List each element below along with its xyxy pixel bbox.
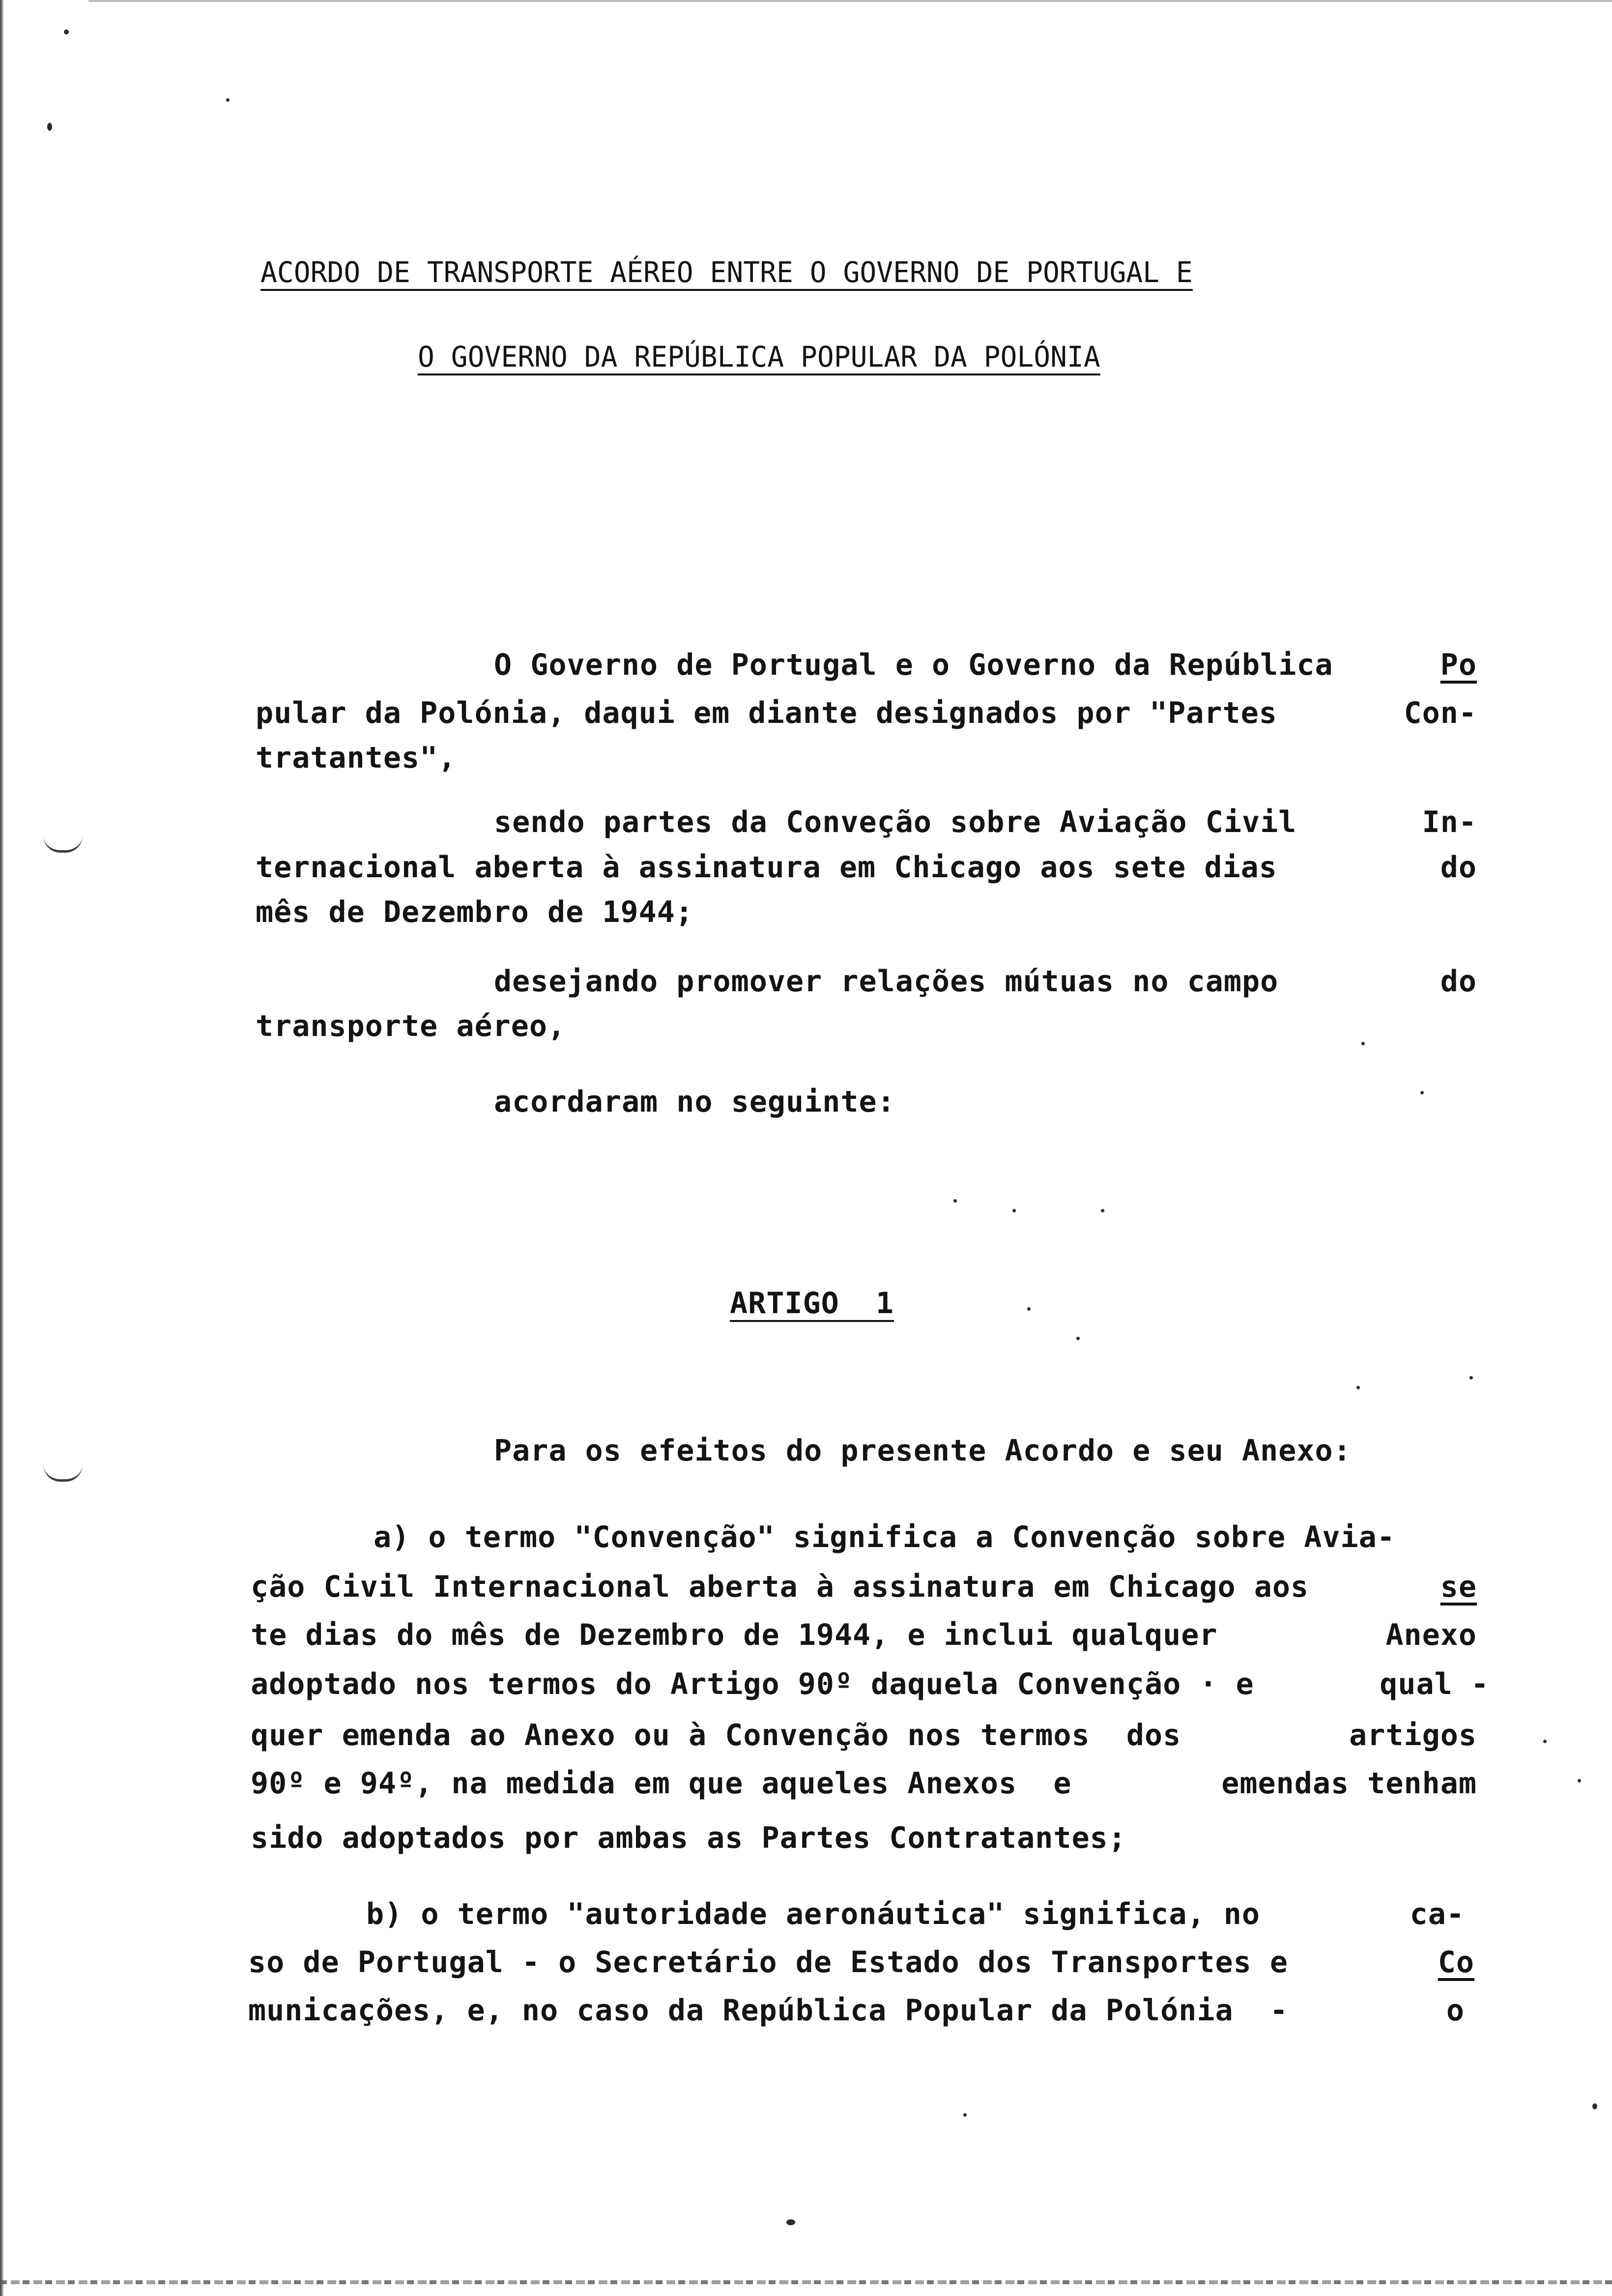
preamble-p2-line-2 bbox=[256, 850, 1477, 885]
text-span: pular da Polónia, daqui em diante designados por "Partes bbox=[256, 696, 1277, 730]
scan-speck bbox=[226, 98, 230, 102]
scan-speck bbox=[1012, 1209, 1016, 1212]
scan-speck bbox=[1076, 1337, 1080, 1340]
text-span: quer emenda ao Anexo ou à Convenção nos termos dos bbox=[251, 1718, 1181, 1752]
clause-b-line-1 bbox=[366, 1897, 1465, 1931]
preamble-p3-line-1 bbox=[494, 964, 1477, 999]
preamble-p1-line-2 bbox=[256, 696, 1477, 730]
clause-a-line-1: a) o termo "Convenção" significa a Convenção sobre Avia- bbox=[374, 1520, 1395, 1554]
scan-speck bbox=[1101, 1209, 1104, 1212]
scan-speck bbox=[64, 29, 69, 34]
text-span: Co bbox=[1438, 1945, 1474, 1980]
preamble-p1-line-3: tratantes", bbox=[256, 741, 457, 775]
punch-hole-mark-2 bbox=[43, 1464, 83, 1482]
text-span: do bbox=[1440, 964, 1477, 999]
scan-speck bbox=[1420, 1091, 1424, 1094]
text-span: O Governo de Portugal e o Governo da República bbox=[494, 648, 1333, 682]
text-span: b) o termo "autoridade aeronáutica" significa, no bbox=[366, 1897, 1261, 1931]
text-span: sendo partes da Conveção sobre Aviação Civil bbox=[494, 805, 1297, 839]
text-span: do bbox=[1440, 850, 1477, 885]
text-span: In- bbox=[1422, 805, 1477, 839]
text-span: 90º e 94º, na medida em que aqueles Anexos e bbox=[251, 1766, 1072, 1801]
scan-speck bbox=[963, 2113, 967, 2117]
scan-left-edge bbox=[0, 0, 4, 2296]
text-span: municações, e, no caso da República Popular da Polónia - bbox=[248, 1993, 1289, 2028]
text-span: o bbox=[1446, 1993, 1465, 2028]
text-span: ca- bbox=[1410, 1897, 1465, 1931]
text-span: te dias do mês de Dezembro de 1944, e inclui qualquer bbox=[251, 1618, 1218, 1652]
title-line-2: O GOVERNO DA REPÚBLICA POPULAR DA POLÓNIA bbox=[418, 340, 1100, 373]
title-line-1: ACORDO DE TRANSPORTE AÉREO ENTRE O GOVERNO DE PORTUGAL E bbox=[260, 256, 1193, 289]
preamble-p2-line-3: mês de Dezembro de 1944; bbox=[256, 895, 693, 929]
clause-b-line-3 bbox=[248, 1993, 1465, 2028]
scan-speck bbox=[953, 1199, 957, 1203]
article-heading: ARTIGO 1 bbox=[730, 1286, 894, 1320]
preamble-p2-line-1 bbox=[494, 805, 1477, 839]
text-span: adoptado nos termos do Artigo 90º daquela Convenção · e bbox=[251, 1667, 1254, 1701]
clause-a-line-5 bbox=[251, 1718, 1477, 1752]
scan-speck bbox=[1027, 1307, 1031, 1311]
text-span: ção Civil Internacional aberta à assinatura em Chicago aos bbox=[251, 1570, 1309, 1604]
punch-hole-mark-1 bbox=[43, 835, 83, 853]
scan-speck bbox=[1361, 1042, 1365, 1045]
scan-speck bbox=[1356, 1386, 1360, 1389]
article-intro: Para os efeitos do presente Acordo e seu Anexo: bbox=[494, 1434, 1352, 1468]
preamble-p1-line-1 bbox=[494, 648, 1477, 682]
clause-a-line-2 bbox=[251, 1570, 1477, 1604]
text-span: qual - bbox=[1380, 1667, 1489, 1701]
preamble-p4-line-1: acordaram no seguinte: bbox=[494, 1085, 895, 1119]
clause-a-line-6 bbox=[251, 1766, 1477, 1801]
clause-a-line-4 bbox=[251, 1667, 1489, 1701]
scan-bottom-edge bbox=[0, 2280, 1612, 2284]
scan-speck bbox=[786, 2219, 795, 2225]
scan-speck bbox=[1592, 2103, 1597, 2109]
text-span: desejando promover relações mútuas no campo bbox=[494, 964, 1279, 999]
text-span: Con- bbox=[1404, 696, 1477, 730]
text-span: so de Portugal - o Secretário de Estado dos Transportes e bbox=[248, 1945, 1289, 1980]
text-span: artigos bbox=[1349, 1718, 1477, 1752]
text-span: ternacional aberta à assinatura em Chicago aos sete dias bbox=[256, 850, 1277, 885]
text-span: Anexo bbox=[1385, 1618, 1477, 1652]
scan-speck bbox=[1469, 1376, 1473, 1379]
preamble-p3-line-2: transporte aéreo, bbox=[256, 1009, 566, 1043]
scan-speck bbox=[1543, 1740, 1547, 1743]
text-span: Po bbox=[1440, 648, 1477, 682]
text-span: emendas tenham bbox=[1221, 1766, 1477, 1801]
scan-speck bbox=[1578, 1779, 1581, 1782]
scan-speck bbox=[47, 123, 52, 131]
text-span: se bbox=[1440, 1570, 1477, 1604]
clause-a-line-3 bbox=[251, 1618, 1477, 1652]
clause-a-line-7: sido adoptados por ambas as Partes Contratantes; bbox=[251, 1821, 1126, 1855]
scan-top-edge bbox=[88, 0, 1612, 2]
clause-b-line-2 bbox=[248, 1945, 1474, 1980]
